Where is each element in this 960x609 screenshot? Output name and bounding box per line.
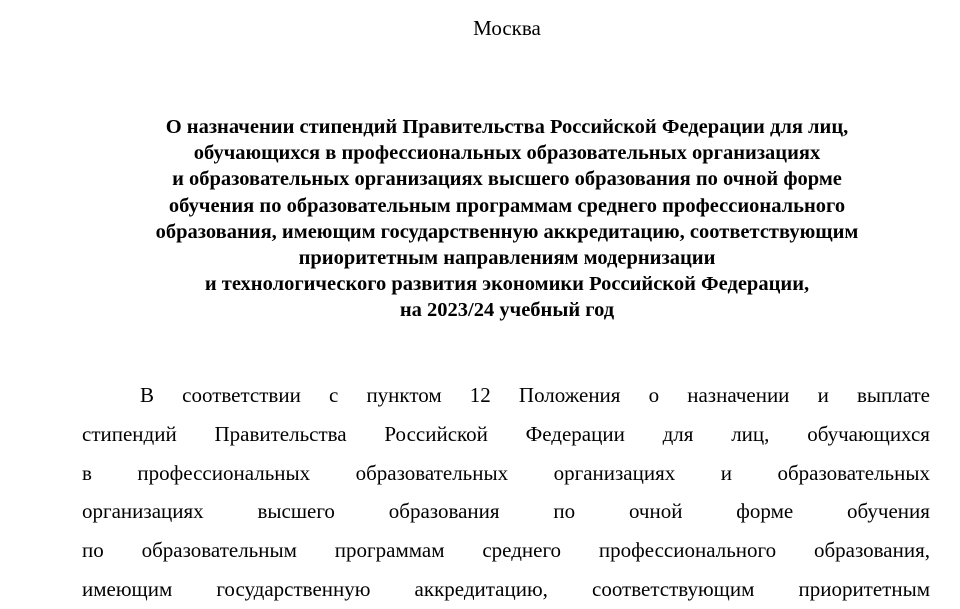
- body-word: назначении: [687, 383, 790, 407]
- body-word: аккредитацию,: [414, 576, 548, 601]
- body-word: образования: [388, 499, 500, 524]
- body-word: обучающихся: [807, 421, 930, 446]
- body-line: [82, 570, 930, 609]
- body-word: по: [553, 499, 576, 524]
- title-line: и технологического развития экономики Российской Федерации,: [204, 273, 810, 296]
- body-word: в: [82, 460, 92, 485]
- title-line: и образовательных организациях высшего образования по очной форме: [172, 168, 842, 191]
- body-word: образовательных: [777, 460, 930, 485]
- title-line: приоритетным направлениям модернизации: [298, 247, 716, 270]
- body-word: 12: [469, 383, 491, 407]
- body-word: высшего: [257, 499, 335, 524]
- body-word: государственную: [216, 576, 371, 601]
- body-line: [82, 415, 930, 454]
- body-word: профессиональных: [137, 460, 311, 485]
- body-word: с: [328, 383, 339, 407]
- title-line: образования, имеющим государственную аккредитацию, соответствующим: [155, 220, 859, 243]
- body-word: образовательных: [355, 460, 509, 485]
- title-line: обучения по образовательным программам среднего профессионального: [168, 194, 846, 217]
- body-word: стипендий: [82, 421, 177, 446]
- body-word: приоритетным: [798, 576, 930, 601]
- body-line: [82, 531, 930, 570]
- title-line: О назначении стипендий Правительства Российской Федерации для лиц,: [165, 116, 849, 138]
- body-word: профессионального: [598, 538, 777, 563]
- body-word: форме: [736, 499, 794, 524]
- body-word: лиц,: [731, 421, 770, 446]
- body-word: и: [720, 460, 732, 485]
- title-line: обучающихся в профессиональных образовательных организациях: [193, 142, 821, 165]
- body-word: среднего: [482, 538, 562, 563]
- body-line: [82, 376, 930, 415]
- body-word: соответствии: [182, 383, 301, 407]
- body-word: программам: [334, 538, 445, 563]
- body-word: о: [648, 383, 660, 407]
- body-word: организациях: [82, 499, 204, 524]
- body-word: и: [817, 383, 829, 407]
- body-line: [82, 454, 930, 493]
- body-word: В: [140, 383, 155, 407]
- body-line: [82, 492, 930, 531]
- body-word: Федерации: [525, 421, 625, 446]
- document-city: Москва: [473, 16, 541, 40]
- title-line: на 2023/24 учебный год: [399, 299, 615, 322]
- body-word: образования,: [813, 538, 930, 563]
- body-word: выплате: [856, 383, 930, 407]
- body-word: пунктом: [366, 383, 442, 407]
- body-word: имеющим: [82, 576, 173, 601]
- body-word: Правительства: [214, 421, 347, 446]
- body-word: Российской: [384, 421, 488, 446]
- body-word: для: [662, 421, 694, 446]
- body-word: Положения: [518, 383, 621, 407]
- body-word: обучения: [847, 499, 930, 524]
- document-body-paragraph: [82, 376, 930, 609]
- body-word: по: [82, 538, 104, 563]
- body-word: очной: [628, 499, 683, 524]
- body-word: организациях: [553, 460, 676, 485]
- body-word: соответствующим: [592, 576, 755, 601]
- body-word: образовательным: [141, 538, 297, 563]
- document-title: [0, 114, 960, 324]
